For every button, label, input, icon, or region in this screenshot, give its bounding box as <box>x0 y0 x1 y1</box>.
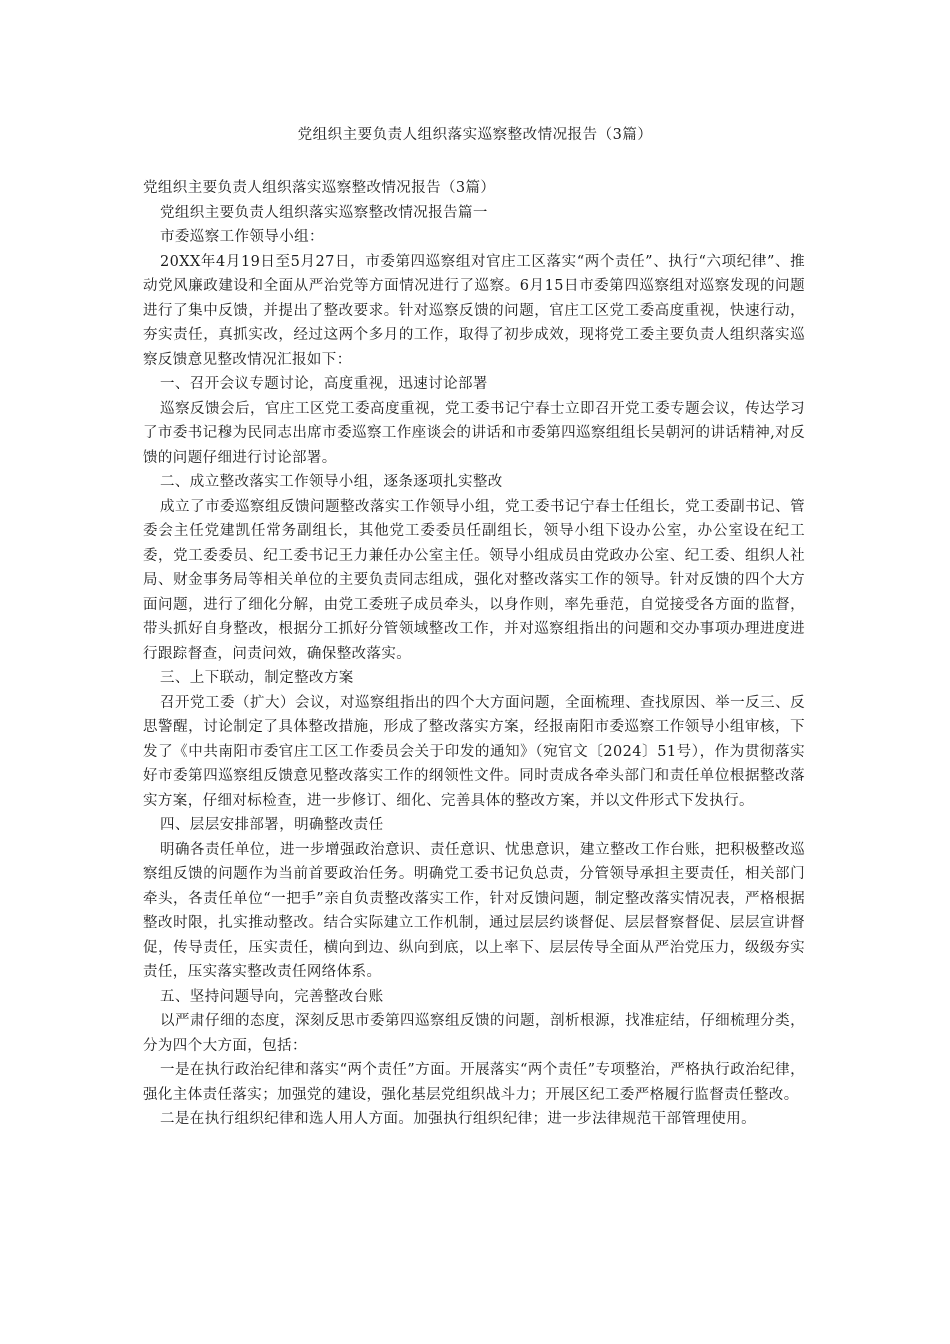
paragraph: 20XX年4月19日至5月27日，市委第四巡察组对官庄工区落实“两个责任”、执行“六项纪律”、推动党风廉政建设和全面从严治党等方面情况进行了巡察。6月15日市委第四巡察组对巡察发现的问题进行了集中反馈，并提出了整改要求。针对巡察反馈的问题，官庄工区党工委高度重视，快速行动，夯实责任，真抓实改，经过这两个多月的工作，取得了初步成效，现将党工委主要负责人组织落实巡察反馈意见整改情况汇报如下： <box>143 253 805 368</box>
paragraph: 成立了市委巡察组反馈问题整改落实工作领导小组，党工委书记宁春士任组长，党工委副书记、管委会主任党建凯任常务副组长，其他党工委委员任副组长，领导小组下设办公室，办公室设在纪工委，党工委委员、纪工委书记王力兼任办公室主任。领导小组成员由党政办公室、纪工委、组织人社局、财金事务局等相关单位的主要负责同志组成，强化对整改落实工作的领导。针对反馈的四个大方面问题，进行了细化分解，由党工委班子成员牵头，以身作则，率先垂范，自觉接受各方面的监督，带头抓好自身整改，根据分工抓好分管领域整改工作，并对巡察组指出的问题和交办事项办理进度进行跟踪督查，问责问效，确保整改落实。 <box>143 498 805 662</box>
paragraph: 明确各责任单位，进一步增强政治意识、责任意识、忧患意识，建立整改工作台账，把积极整改巡察组反馈的问题作为当前首要政治任务。明确党工委书记负总责，分管领导承担主要责任，相关部门牵头，各责任单位“一把手”亲自负责整改落实工作，针对反馈问题，制定整改落实情况表，严格根据整改时限，扎实推动整改。结合实际建立工作机制，通过层层约谈督促、层层督察督促、层层宣讲督促，传导责任，压实责任，横向到边、纵向到底，以上率下、层层传导全面从严治党压力，级级夯实责任，压实落实整改责任网络体系。 <box>143 841 805 980</box>
paragraph: 三、上下联动，制定整改方案 <box>160 670 354 686</box>
paragraph: 召开党工委（扩大）会议，对巡察组指出的四个大方面问题，全面梳理、查找原因、举一反三、反思警醒，讨论制定了具体整改措施，形成了整改落实方案，经报南阳市委巡察工作领导小组审核，下发了《中共南阳市委官庄工区工作委员会关于印发的通知》（宛官文〔2024〕51号），作为贯彻落实好市委第四巡察组反馈意见整改落实工作的纲领性文件。同时责成各牵头部门和责任单位根据整改落实方案，仔细对标检查，进一步修订、细化、完善具体的整改方案，并以文件形式下发执行。 <box>143 694 805 809</box>
paragraph: 市委巡察工作领导小组： <box>160 229 324 245</box>
paragraph: 一、召开会议专题讨论，高度重视，迅速讨论部署 <box>160 376 488 392</box>
paragraph: 一是在执行政治纪律和落实“两个责任”方面。开展落实“两个责任”专项整治，严格执行政治纪律，强化主体责任落实；加强党的建设，强化基层党组织战斗力；开展区纪工委严格履行监督责任整改。 <box>143 1062 805 1103</box>
paragraph: 党组织主要负责人组织落实巡察整改情况报告篇一 <box>160 204 488 221</box>
paragraph: 党组织主要负责人组织落实巡察整改情况报告（3篇） <box>143 180 496 196</box>
paragraph: 巡察反馈会后，官庄工区党工委高度重视，党工委书记宁春士立即召开党工委专题会议，传达学习了市委书记穆为民同志出席市委巡察工作座谈会的讲话和市委第四巡察组组长吴朝河的讲话精神,对反馈的问题仔细进行讨论部署。 <box>143 400 805 466</box>
paragraph: 以严肃仔细的态度，深刻反思市委第四巡察组反馈的问题，剖析根源，找准症结，仔细梳理分类，分为四个大方面，包括： <box>143 1013 805 1054</box>
paragraph: 五、坚持问题导向，完善整改台账 <box>160 988 384 1005</box>
document-title: 党组织主要负责人组织落实巡察整改情况报告（3篇） <box>297 127 653 143</box>
paragraph: 四、层层安排部署，明确整改责任 <box>160 817 384 833</box>
paragraph: 二是在执行组织纪律和选人用人方面。加强执行组织纪律；进一步法律规范干部管理使用。 <box>160 1111 756 1127</box>
document-body <box>143 176 805 1132</box>
paragraph: 二、成立整改落实工作领导小组，逐条逐项扎实整改 <box>160 474 503 490</box>
